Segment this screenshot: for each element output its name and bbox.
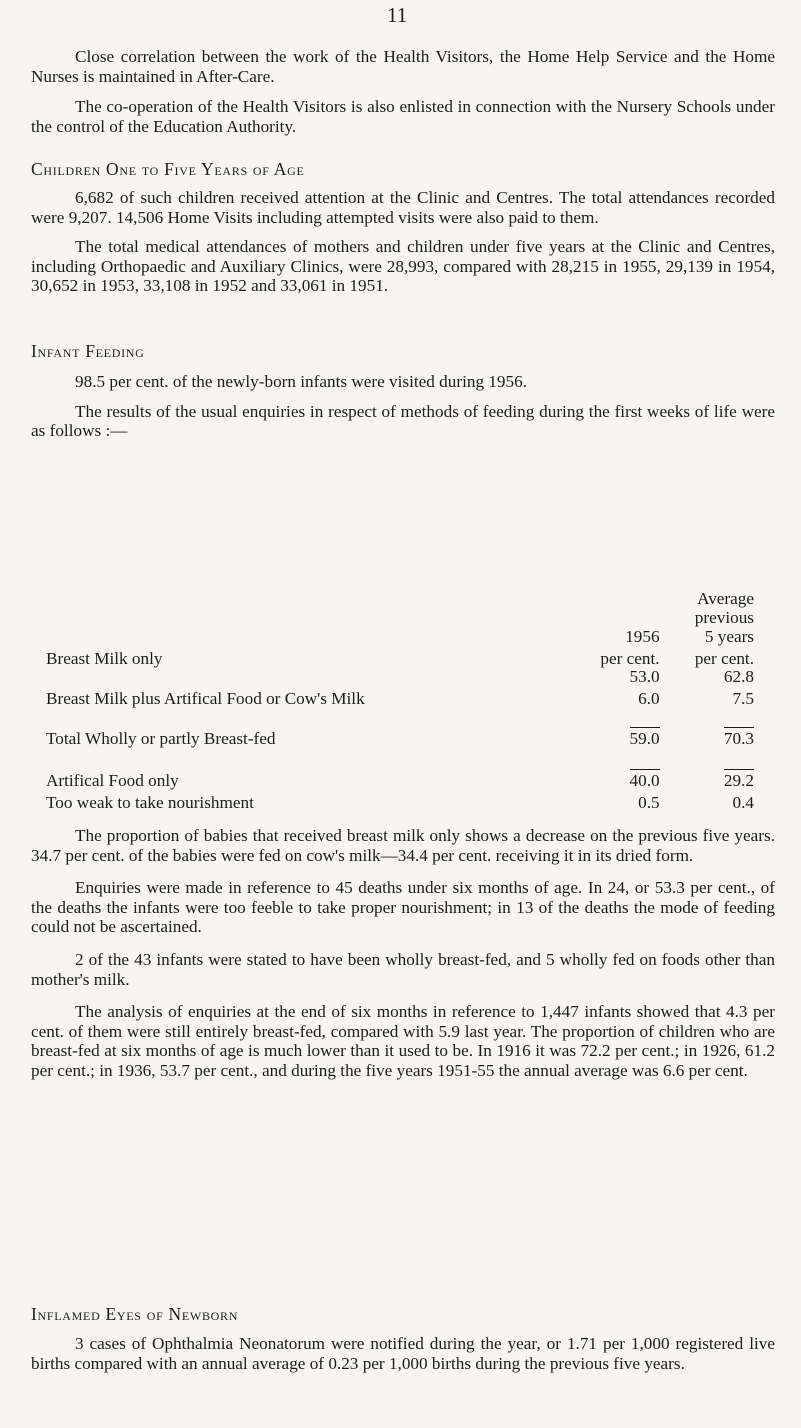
col-header-unit-avg: per cent. [694, 649, 754, 668]
col-header-unit-1956: per cent. [600, 649, 660, 668]
table-row [46, 709, 754, 749]
paragraph-visited: 98.5 per cent. of the newly-born infants were visited during 1956. [75, 372, 528, 391]
paragraph-children-attendances: 6,682 of such children received attention at the Clinic and Centres. The total attendances recorded were 9,207. 14,506 Home Visits including attempted visits were also paid to them. [31, 188, 775, 227]
paragraph-feeding-enquiries: The results of the usual enquiries in respect of methods of feeding during the first weeks of life were as follows :— [31, 401, 775, 441]
paragraph-medical-attendances: The total medical attendances of mothers and children under five years at the Clinic and Centres, including Orthopaedic and Auxiliary Clinics, were 28,993, compared with 28,215 in 1955, 29,139 in 1954, 30,652 in 1953, 33,108 in 1952 and 33,061 in 1951. [31, 237, 775, 296]
table-cell-1956: 0.5 [638, 793, 660, 812]
paragraph-co-operation: The co-operation of the Health Visitors is also enlisted in connection with the Nursery Schools under the control of the Education Authority. [31, 97, 775, 136]
col-header-year: 1956 [625, 627, 660, 646]
table-cell-average: 7.5 [732, 689, 754, 708]
table-cell-1956: 6.0 [638, 689, 660, 708]
col-header-previous: previous [694, 608, 754, 627]
table-row [46, 791, 754, 813]
table-cell-average: 0.4 [732, 793, 754, 812]
paragraph-ophthalmia: 3 cases of Ophthalmia Neonatorum were notified during the year, or 1.71 per 1,000 registered live births compared with an annual average of 0.23 per 1,000 births during the previous five years. [31, 1334, 775, 1373]
paragraph-deaths: Enquiries were made in reference to 45 deaths under six months of age. In 24, or 53.3 per cent., of the deaths the infants were too feeble to take proper nourishment; in 13 of the deaths the mode of feeding could not be ascertained. [31, 878, 775, 937]
table-row [46, 667, 754, 687]
table-row [46, 687, 754, 709]
page-number: 11 [387, 3, 408, 27]
heading-inflamed-eyes: Inflamed Eyes of Newborn [31, 1304, 239, 1324]
paragraph-six-months: The analysis of enquiries at the end of six months in reference to 1,447 infants showed that 4.3 per cent. of them were still entirely breast-fed, compared with 5.9 last year. The proportion of children who are breast-fed at six months of age is much lower than it used to be. In 1916 it was 72.2 per cent.; in 1926, 61.2 per cent.; in 1936, 53.7 per cent., and during the five years 1951-55 the annual average was 6.6 per cent. [31, 1002, 775, 1080]
table-row-label: Too weak to take nourishment [46, 793, 254, 812]
paragraph-after-care: Close correlation between the work of the Health Visitors, the Home Help Service and the Home Nurses is maintained in After-Care. [31, 47, 775, 86]
inflamed-eyes-section [31, 1334, 775, 1373]
table-row [46, 749, 754, 791]
children-section [31, 188, 775, 296]
table-row-label: Breast Milk plus Artifical Food or Cow's Milk [46, 689, 365, 708]
table-row-label: Breast Milk only [46, 649, 163, 668]
table-cell-1956: 40.0 [629, 771, 660, 790]
col-header-average: Average [697, 589, 754, 608]
table-cell-average: 62.8 [723, 667, 754, 686]
intro-section [31, 47, 775, 136]
paragraph-proportion: The proportion of babies that received breast milk only shows a decrease on the previous five years. 34.7 per cent. of the babies were fed on cow's milk—34.4 per cent. receiving it in its dried form. [31, 826, 775, 865]
table-cell-1956: 53.0 [629, 667, 660, 686]
col-header-years: 5 years [704, 627, 754, 646]
infant-feeding-analysis [31, 826, 775, 1081]
heading-infant-feeding: Infant Feeding [31, 341, 145, 361]
table-row-label: Artifical Food only [46, 771, 179, 790]
table-cell-average: 29.2 [723, 771, 754, 790]
heading-children: Children One to Five Years of Age [31, 159, 305, 179]
table-row-label: Total Wholly or partly Breast-fed [46, 729, 276, 748]
table-cell-average: 70.3 [723, 729, 754, 748]
feeding-table [46, 588, 754, 813]
table-cell-1956: 59.0 [629, 729, 660, 748]
infant-feeding-intro [31, 372, 775, 441]
paragraph-breast-fed: 2 of the 43 infants were stated to have been wholly breast-fed, and 5 wholly fed on foods other than mother's milk. [31, 949, 775, 989]
